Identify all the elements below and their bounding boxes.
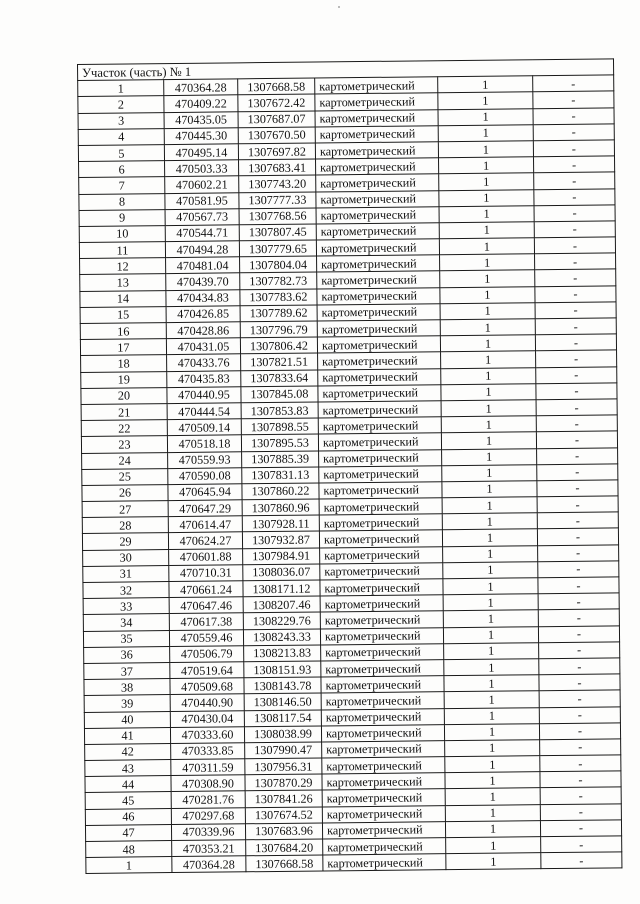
y-coordinate-cell: 1308038.99: [244, 726, 321, 743]
x-coordinate-cell: 470430.04: [170, 710, 244, 727]
accuracy-cell: 1: [439, 157, 534, 174]
note-cell: -: [533, 140, 614, 157]
point-number-cell: 4: [78, 128, 164, 145]
note-cell: -: [534, 221, 615, 238]
point-number-cell: 1: [78, 80, 164, 97]
y-coordinate-cell: 1308143.78: [244, 677, 321, 694]
method-cell: картометрический: [323, 838, 446, 855]
point-number-cell: 8: [79, 193, 165, 210]
accuracy-cell: 1: [445, 804, 540, 821]
accuracy-cell: 1: [445, 788, 540, 805]
accuracy-cell: 1: [443, 562, 538, 579]
accuracy-cell: 1: [444, 723, 539, 740]
x-coordinate-cell: 470364.28: [172, 856, 246, 873]
accuracy-cell: 1: [445, 740, 540, 757]
point-number-cell: 37: [84, 662, 170, 679]
accuracy-cell: 1: [442, 481, 537, 498]
point-number-cell: 40: [84, 711, 170, 728]
accuracy-cell: 1: [440, 254, 535, 271]
method-cell: картометрический: [318, 417, 441, 434]
x-coordinate-cell: 470617.38: [169, 613, 243, 630]
point-number-cell: 22: [81, 420, 167, 437]
note-cell: -: [540, 820, 621, 837]
method-cell: картометрический: [322, 821, 445, 838]
x-coordinate-cell: 470435.83: [167, 370, 241, 387]
note-cell: -: [534, 205, 615, 222]
y-coordinate-cell: 1307807.45: [239, 224, 316, 241]
accuracy-cell: 1: [438, 92, 533, 109]
y-coordinate-cell: 1307860.22: [242, 483, 319, 500]
accuracy-cell: 1: [440, 286, 535, 303]
accuracy-cell: 1: [438, 108, 533, 125]
accuracy-cell: 1: [442, 529, 537, 546]
x-coordinate-cell: 470661.24: [169, 581, 243, 598]
note-cell: -: [533, 91, 614, 108]
accuracy-cell: 1: [441, 351, 536, 368]
point-number-cell: 34: [83, 614, 169, 631]
method-cell: картометрический: [319, 498, 442, 515]
note-cell: -: [535, 302, 616, 319]
method-cell: картометрический: [321, 676, 444, 693]
point-number-cell: 25: [82, 468, 168, 485]
note-cell: -: [536, 399, 617, 416]
x-coordinate-cell: 470333.60: [170, 726, 244, 743]
point-number-cell: 19: [81, 371, 167, 388]
y-coordinate-cell: 1307672.42: [238, 94, 315, 111]
accuracy-cell: 1: [442, 513, 537, 530]
method-cell: картометрический: [320, 563, 443, 580]
accuracy-cell: 1: [442, 464, 537, 481]
method-cell: картометрический: [315, 109, 438, 126]
method-cell: картометрический: [316, 223, 439, 240]
y-coordinate-cell: 1307860.96: [242, 499, 319, 516]
y-coordinate-cell: 1307833.64: [241, 370, 318, 387]
method-cell: картометрический: [321, 708, 444, 725]
x-coordinate-cell: 470647.29: [168, 500, 242, 517]
x-coordinate-cell: 470509.68: [170, 678, 244, 695]
accuracy-cell: 1: [446, 837, 541, 854]
x-coordinate-cell: 470519.64: [170, 662, 244, 679]
x-coordinate-cell: 470339.96: [171, 824, 245, 841]
point-number-cell: 43: [85, 760, 171, 777]
accuracy-cell: 1: [441, 383, 536, 400]
x-coordinate-cell: 470518.18: [167, 435, 241, 452]
point-number-cell: 31: [83, 565, 169, 582]
y-coordinate-cell: 1307796.79: [240, 321, 317, 338]
x-coordinate-cell: 470494.28: [165, 241, 239, 258]
point-number-cell: 44: [85, 776, 171, 793]
point-number-cell: 12: [80, 258, 166, 275]
accuracy-cell: 1: [443, 545, 538, 562]
x-coordinate-cell: 470506.79: [170, 646, 244, 663]
x-coordinate-cell: 470434.83: [166, 289, 240, 306]
note-cell: -: [539, 658, 620, 675]
accuracy-cell: 1: [438, 124, 533, 141]
note-cell: -: [540, 787, 621, 804]
y-coordinate-cell: 1308036.07: [243, 564, 320, 581]
x-coordinate-cell: 470445.30: [164, 128, 238, 145]
note-cell: -: [538, 625, 619, 642]
point-number-cell: 33: [83, 598, 169, 615]
point-number-cell: 14: [80, 290, 166, 307]
point-number-cell: 47: [85, 824, 171, 841]
y-coordinate-cell: 1307898.55: [241, 418, 318, 435]
y-coordinate-cell: 1308243.33: [243, 629, 320, 646]
x-coordinate-cell: 470710.31: [169, 565, 243, 582]
x-coordinate-cell: 470614.47: [168, 516, 242, 533]
accuracy-cell: 1: [443, 610, 538, 627]
method-cell: картометрический: [316, 158, 439, 175]
method-cell: картометрический: [316, 206, 439, 223]
note-cell: -: [537, 512, 618, 529]
note-cell: -: [537, 447, 618, 464]
method-cell: картометрический: [317, 287, 440, 304]
point-number-cell: 45: [85, 792, 171, 809]
note-cell: -: [534, 237, 615, 254]
x-coordinate-cell: 470647.46: [169, 597, 243, 614]
note-cell: -: [535, 253, 616, 270]
accuracy-cell: 1: [438, 76, 533, 93]
y-coordinate-cell: 1307990.47: [245, 742, 322, 759]
y-coordinate-cell: 1307956.31: [245, 758, 322, 775]
y-coordinate-cell: 1308146.50: [244, 693, 321, 710]
x-coordinate-cell: 470440.90: [170, 694, 244, 711]
x-coordinate-cell: 470559.46: [169, 629, 243, 646]
note-cell: -: [539, 723, 620, 740]
accuracy-cell: 1: [439, 205, 534, 222]
method-cell: картометрический: [319, 482, 442, 499]
method-cell: картометрический: [315, 125, 438, 142]
x-coordinate-cell: 470559.93: [168, 451, 242, 468]
accuracy-cell: 1: [440, 270, 535, 287]
accuracy-cell: 1: [439, 173, 534, 190]
y-coordinate-cell: 1307932.87: [242, 531, 319, 548]
note-cell: -: [538, 577, 619, 594]
method-cell: картометрический: [318, 352, 441, 369]
note-cell: -: [537, 480, 618, 497]
x-coordinate-cell: 470409.22: [164, 95, 238, 112]
accuracy-cell: 1: [442, 497, 537, 514]
note-cell: -: [538, 593, 619, 610]
method-cell: картометрический: [323, 854, 446, 871]
y-coordinate-cell: 1307853.83: [241, 402, 318, 419]
accuracy-cell: 1: [439, 238, 534, 255]
point-number-cell: 26: [82, 484, 168, 501]
y-coordinate-cell: 1308213.83: [244, 645, 321, 662]
point-number-cell: 13: [80, 274, 166, 291]
method-cell: картометрический: [319, 465, 442, 482]
method-cell: картометрический: [320, 627, 443, 644]
point-number-cell: 48: [86, 841, 172, 858]
accuracy-cell: 1: [441, 400, 536, 417]
method-cell: картометрический: [317, 271, 440, 288]
method-cell: картометрический: [321, 724, 444, 741]
point-number-cell: 17: [80, 339, 166, 356]
y-coordinate-cell: 1308151.93: [244, 661, 321, 678]
x-coordinate-cell: 470509.14: [167, 419, 241, 436]
method-cell: картометрический: [319, 449, 442, 466]
note-cell: -: [537, 496, 618, 513]
note-cell: -: [539, 642, 620, 659]
point-number-cell: 20: [81, 387, 167, 404]
method-cell: картометрический: [322, 805, 445, 822]
method-cell: картометрический: [316, 174, 439, 191]
note-cell: -: [539, 674, 620, 691]
y-coordinate-cell: 1308207.46: [243, 596, 320, 613]
y-coordinate-cell: 1307831.13: [242, 467, 319, 484]
x-coordinate-cell: 470311.59: [171, 759, 245, 776]
method-cell: картометрический: [318, 384, 441, 401]
x-coordinate-cell: 470602.21: [165, 176, 239, 193]
x-coordinate-cell: 470353.21: [172, 840, 246, 857]
note-cell: -: [536, 415, 617, 432]
method-cell: картометрический: [321, 692, 444, 709]
accuracy-cell: 1: [445, 772, 540, 789]
section-title: Участок (часть) № 1: [78, 59, 614, 81]
x-coordinate-cell: 470590.08: [168, 467, 242, 484]
point-number-cell: 1: [86, 857, 172, 874]
point-number-cell: 42: [85, 743, 171, 760]
accuracy-cell: 1: [440, 335, 535, 352]
note-cell: -: [540, 771, 621, 788]
accuracy-cell: 1: [441, 432, 536, 449]
note-cell: -: [534, 172, 615, 189]
note-cell: -: [540, 739, 621, 756]
point-number-cell: 10: [79, 225, 165, 242]
note-cell: -: [540, 755, 621, 772]
note-cell: -: [541, 852, 622, 869]
method-cell: картометрический: [317, 304, 440, 321]
point-number-cell: 41: [84, 727, 170, 744]
note-cell: -: [535, 269, 616, 286]
point-number-cell: 36: [84, 646, 170, 663]
note-cell: -: [537, 528, 618, 545]
y-coordinate-cell: 1307768.56: [239, 208, 316, 225]
accuracy-cell: 1: [444, 659, 539, 676]
method-cell: картометрический: [317, 320, 440, 337]
x-coordinate-cell: 470333.85: [171, 743, 245, 760]
note-cell: -: [535, 334, 616, 351]
x-coordinate-cell: 470503.33: [165, 160, 239, 177]
point-number-cell: 24: [82, 452, 168, 469]
point-number-cell: 9: [79, 209, 165, 226]
y-coordinate-cell: 1307668.58: [238, 78, 315, 95]
point-number-cell: 5: [78, 145, 164, 162]
accuracy-cell: 1: [445, 821, 540, 838]
point-number-cell: 23: [81, 436, 167, 453]
y-coordinate-cell: 1307885.39: [242, 450, 319, 467]
x-coordinate-cell: 470308.90: [171, 775, 245, 792]
accuracy-cell: 1: [440, 319, 535, 336]
scan-speck: [338, 6, 340, 8]
accuracy-cell: 1: [441, 416, 536, 433]
method-cell: картометрический: [320, 579, 443, 596]
x-coordinate-cell: 470281.76: [171, 791, 245, 808]
y-coordinate-cell: 1307668.58: [246, 855, 323, 872]
y-coordinate-cell: 1307743.20: [239, 175, 316, 192]
note-cell: -: [538, 544, 619, 561]
x-coordinate-cell: 470581.95: [165, 192, 239, 209]
x-coordinate-cell: 470431.05: [166, 338, 240, 355]
note-cell: -: [534, 188, 615, 205]
accuracy-cell: 1: [439, 222, 534, 239]
note-cell: -: [541, 836, 622, 853]
method-cell: картометрический: [315, 93, 438, 110]
accuracy-cell: 1: [446, 853, 541, 870]
y-coordinate-cell: 1307928.11: [242, 515, 319, 532]
y-coordinate-cell: 1307841.26: [245, 790, 322, 807]
note-cell: -: [535, 318, 616, 335]
point-number-cell: 18: [81, 355, 167, 372]
note-cell: -: [539, 706, 620, 723]
method-cell: картометрический: [318, 433, 441, 450]
method-cell: картометрический: [317, 336, 440, 353]
note-cell: -: [536, 383, 617, 400]
accuracy-cell: 1: [438, 141, 533, 158]
note-cell: -: [538, 609, 619, 626]
method-cell: картометрический: [320, 546, 443, 563]
y-coordinate-cell: 1307806.42: [240, 337, 317, 354]
method-cell: картометрический: [318, 368, 441, 385]
x-coordinate-cell: 470601.88: [169, 548, 243, 565]
note-cell: -: [533, 124, 614, 141]
accuracy-cell: 1: [443, 578, 538, 595]
method-cell: картометрический: [316, 190, 439, 207]
method-cell: картометрический: [322, 773, 445, 790]
method-cell: картометрический: [317, 255, 440, 272]
accuracy-cell: 1: [441, 367, 536, 384]
method-cell: картометрический: [320, 611, 443, 628]
x-coordinate-cell: 470428.86: [166, 322, 240, 339]
point-number-cell: 38: [84, 679, 170, 696]
point-number-cell: 7: [79, 177, 165, 194]
x-coordinate-cell: 470297.68: [171, 807, 245, 824]
note-cell: -: [533, 75, 614, 92]
coordinates-table-wrapper: [77, 58, 621, 874]
method-cell: картометрический: [322, 789, 445, 806]
point-number-cell: 28: [82, 517, 168, 534]
method-cell: картометрический: [320, 595, 443, 612]
note-cell: -: [533, 156, 614, 173]
y-coordinate-cell: 1307984.91: [243, 548, 320, 565]
y-coordinate-cell: 1307821.51: [241, 353, 318, 370]
x-coordinate-cell: 470444.54: [167, 403, 241, 420]
y-coordinate-cell: 1307783.62: [240, 289, 317, 306]
x-coordinate-cell: 470426.85: [166, 306, 240, 323]
point-number-cell: 46: [85, 808, 171, 825]
y-coordinate-cell: 1307870.29: [245, 774, 322, 791]
method-cell: картометрический: [316, 239, 439, 256]
method-cell: картометрический: [322, 757, 445, 774]
x-coordinate-cell: 470433.76: [167, 354, 241, 371]
point-number-cell: 16: [80, 323, 166, 340]
accuracy-cell: 1: [444, 707, 539, 724]
x-coordinate-cell: 470439.70: [166, 273, 240, 290]
point-number-cell: 21: [81, 404, 167, 421]
point-number-cell: 30: [83, 549, 169, 566]
note-cell: -: [538, 561, 619, 578]
method-cell: картометрический: [319, 530, 442, 547]
accuracy-cell: 1: [443, 626, 538, 643]
accuracy-cell: 1: [439, 189, 534, 206]
method-cell: картометрический: [319, 514, 442, 531]
accuracy-cell: 1: [444, 642, 539, 659]
y-coordinate-cell: 1307684.20: [246, 839, 323, 856]
x-coordinate-cell: 470481.04: [166, 257, 240, 274]
note-cell: -: [533, 107, 614, 124]
note-cell: -: [536, 366, 617, 383]
method-cell: картометрический: [315, 77, 438, 94]
x-coordinate-cell: 470495.14: [164, 144, 238, 161]
y-coordinate-cell: 1307789.62: [240, 305, 317, 322]
method-cell: картометрический: [321, 643, 444, 660]
x-coordinate-cell: 470624.27: [168, 532, 242, 549]
method-cell: картометрический: [321, 660, 444, 677]
coordinates-table: [77, 58, 622, 874]
accuracy-cell: 1: [443, 594, 538, 611]
method-cell: картометрический: [322, 741, 445, 758]
note-cell: -: [536, 350, 617, 367]
y-coordinate-cell: 1307687.07: [238, 111, 315, 128]
y-coordinate-cell: 1307670.50: [238, 127, 315, 144]
y-coordinate-cell: 1307782.73: [240, 272, 317, 289]
y-coordinate-cell: 1307895.53: [241, 434, 318, 451]
accuracy-cell: 1: [444, 691, 539, 708]
y-coordinate-cell: 1307674.52: [245, 807, 322, 824]
method-cell: картометрический: [315, 142, 438, 159]
note-cell: -: [540, 803, 621, 820]
x-coordinate-cell: 470645.94: [168, 484, 242, 501]
x-coordinate-cell: 470544.71: [165, 225, 239, 242]
point-number-cell: 39: [84, 695, 170, 712]
y-coordinate-cell: 1308229.76: [243, 612, 320, 629]
point-number-cell: 2: [78, 96, 164, 113]
x-coordinate-cell: 470440.95: [167, 387, 241, 404]
point-number-cell: 32: [83, 582, 169, 599]
y-coordinate-cell: 1307845.08: [241, 386, 318, 403]
accuracy-cell: 1: [440, 303, 535, 320]
x-coordinate-cell: 470435.05: [164, 111, 238, 128]
point-number-cell: 35: [83, 630, 169, 647]
accuracy-cell: 1: [442, 448, 537, 465]
point-number-cell: 15: [80, 306, 166, 323]
y-coordinate-cell: 1307777.33: [239, 192, 316, 209]
y-coordinate-cell: 1307683.96: [245, 823, 322, 840]
accuracy-cell: 1: [444, 675, 539, 692]
point-number-cell: 3: [78, 112, 164, 129]
note-cell: -: [535, 285, 616, 302]
x-coordinate-cell: 470567.73: [165, 208, 239, 225]
note-cell: -: [536, 431, 617, 448]
y-coordinate-cell: 1308117.54: [244, 709, 321, 726]
x-coordinate-cell: 470364.28: [164, 79, 238, 96]
y-coordinate-cell: 1307779.65: [239, 240, 316, 257]
y-coordinate-cell: 1308171.12: [243, 580, 320, 597]
point-number-cell: 11: [79, 242, 165, 259]
point-number-cell: 27: [82, 501, 168, 518]
accuracy-cell: 1: [445, 756, 540, 773]
note-cell: -: [537, 464, 618, 481]
point-number-cell: 6: [79, 161, 165, 178]
note-cell: -: [539, 690, 620, 707]
point-number-cell: 29: [82, 533, 168, 550]
y-coordinate-cell: 1307804.04: [240, 256, 317, 273]
y-coordinate-cell: 1307697.82: [238, 143, 315, 160]
y-coordinate-cell: 1307683.41: [239, 159, 316, 176]
method-cell: картометрический: [318, 401, 441, 418]
